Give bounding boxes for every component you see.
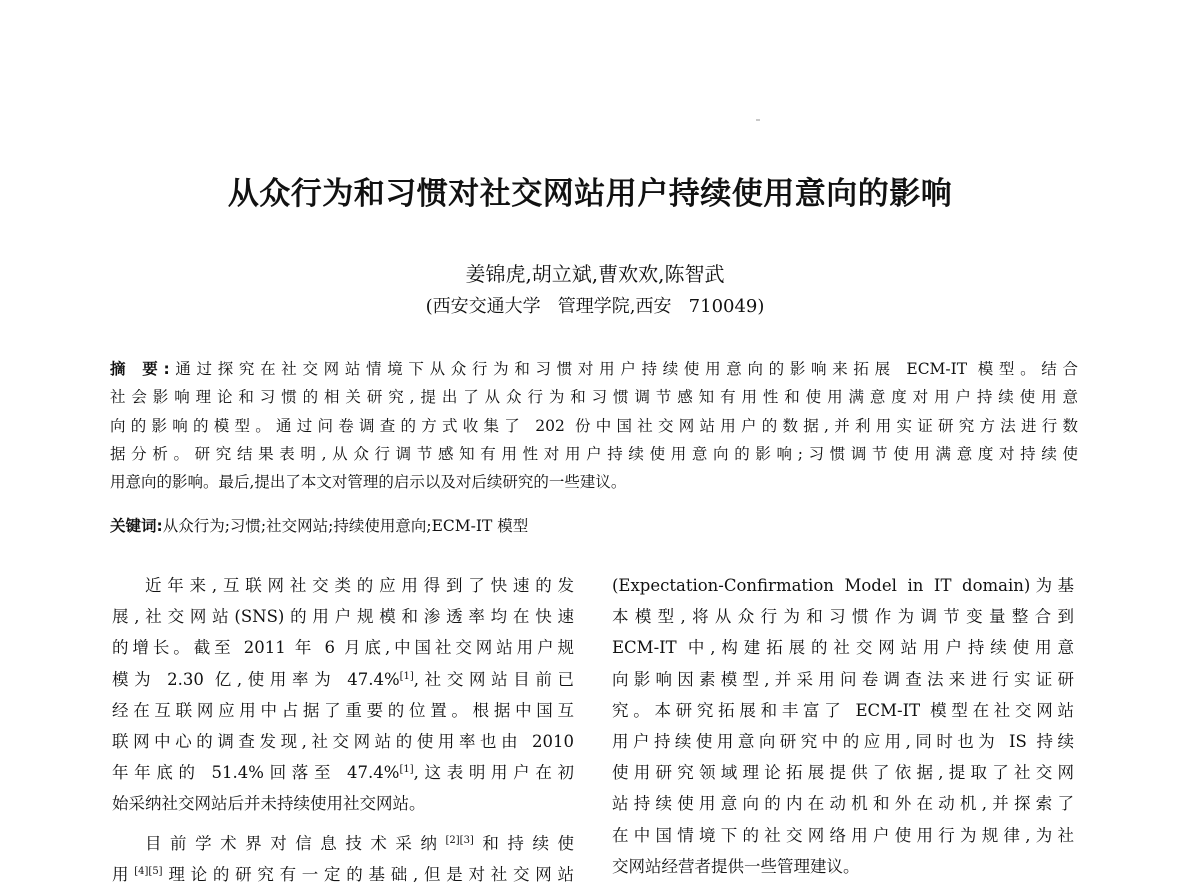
keywords-label: 关键词: <box>110 517 163 535</box>
keywords <box>110 512 1078 540</box>
abstract-line: 向的影响的模型。通过问卷调查的方式收集了 202 份中国社交网站用户的数据,并利用实证研究方法进行数 <box>110 416 1078 435</box>
body-line: 展,社交网站(SNS)的用户规模和渗透率均在快速 <box>112 607 574 627</box>
scan-speck <box>756 119 760 121</box>
body-column-right <box>612 570 1074 882</box>
author-list: 姜锦虎,胡立斌,曹欢欢,陈智武 <box>465 262 725 286</box>
abstract-label: 摘 要: <box>110 360 170 378</box>
citation: [2][3] <box>445 834 474 846</box>
body-line: 向影响因素模型,并采用问卷调查法来进行实证研 <box>612 669 1074 689</box>
keywords-text: 从众行为;习惯;社交网站;持续使用意向;ECM-IT 模型 <box>162 517 529 535</box>
body-line: 目前学术界对信息技术采纳[2][3]和持续使 <box>145 833 575 853</box>
body-line: 年年底的 51.4%回落至 47.4%[1],这表明用户在初 <box>112 763 575 783</box>
paper-title: 从众行为和习惯对社交网站用户持续使用意向的影响 <box>227 176 953 212</box>
citation: [1] <box>399 670 414 682</box>
body-column-left <box>112 570 574 890</box>
body-line: (Expectation-Confirmation Model in IT domain)为基 <box>612 576 1074 595</box>
citation: [4][5] <box>134 865 163 877</box>
affiliation: (西安交通大学 管理学院,西安 710049) <box>425 296 765 317</box>
abstract <box>110 355 1078 496</box>
citation: [1] <box>399 764 414 776</box>
body-line: 本模型,将从众行为和习惯作为调节变量整合到 <box>612 607 1074 627</box>
abstract-line: 据分析。研究结果表明,从众行调节感知有用性对用户持续使用意向的影响;习惯调节使用满意度对持续使 <box>110 444 1078 463</box>
body-line: 始采纳社交网站后并未持续使用社交网站。 <box>112 794 426 814</box>
body-line: 究。本研究拓展和丰富了 ECM-IT 模型在社交网站 <box>612 700 1074 720</box>
body-line: 模为 2.30 亿,使用率为 47.4%[1],社交网站目前已 <box>112 669 574 689</box>
body-line: 联网中心的调查发现,社交网站的使用率也由 2010 <box>112 732 574 752</box>
abstract-line: 摘 要:通过探究在社交网站情境下从众行为和习惯对用户持续使用意向的影响来拓展 ECM-IT 模型。结合 <box>110 360 1078 378</box>
body-line: 用户持续使用意向研究中的应用,同时也为 IS 持续 <box>612 732 1074 752</box>
body-line: 近年来,互联网社交类的应用得到了快速的发 <box>145 576 574 595</box>
body-line: 使用研究领域理论拓展提供了依据,提取了社交网 <box>612 763 1074 783</box>
body-line: 在中国情境下的社交网络用户使用行为规律,为社 <box>612 825 1074 845</box>
body-line: 交网站经营者提供一些管理建议。 <box>612 856 860 876</box>
abstract-line: 用意向的影响。最后,提出了本文对管理的启示以及对后续研究的一些建议。 <box>110 473 627 492</box>
body-line: 用[4][5]理论的研究有一定的基础,但是对社交网站 <box>112 864 574 884</box>
body-line: 站持续使用意向的内在动机和外在动机,并探索了 <box>612 794 1074 814</box>
abstract-line: 社会影响理论和习惯的相关研究,提出了从众行为和习惯调节感知有用性和使用满意度对用户持续使用意 <box>110 388 1078 407</box>
body-line: 经在互联网应用中占据了重要的位置。根据中国互 <box>112 700 574 720</box>
body-line: 的增长。截至 2011 年 6 月底,中国社交网站用户规 <box>112 638 574 658</box>
body-line: ECM-IT 中,构建拓展的社交网站用户持续使用意 <box>612 638 1074 658</box>
